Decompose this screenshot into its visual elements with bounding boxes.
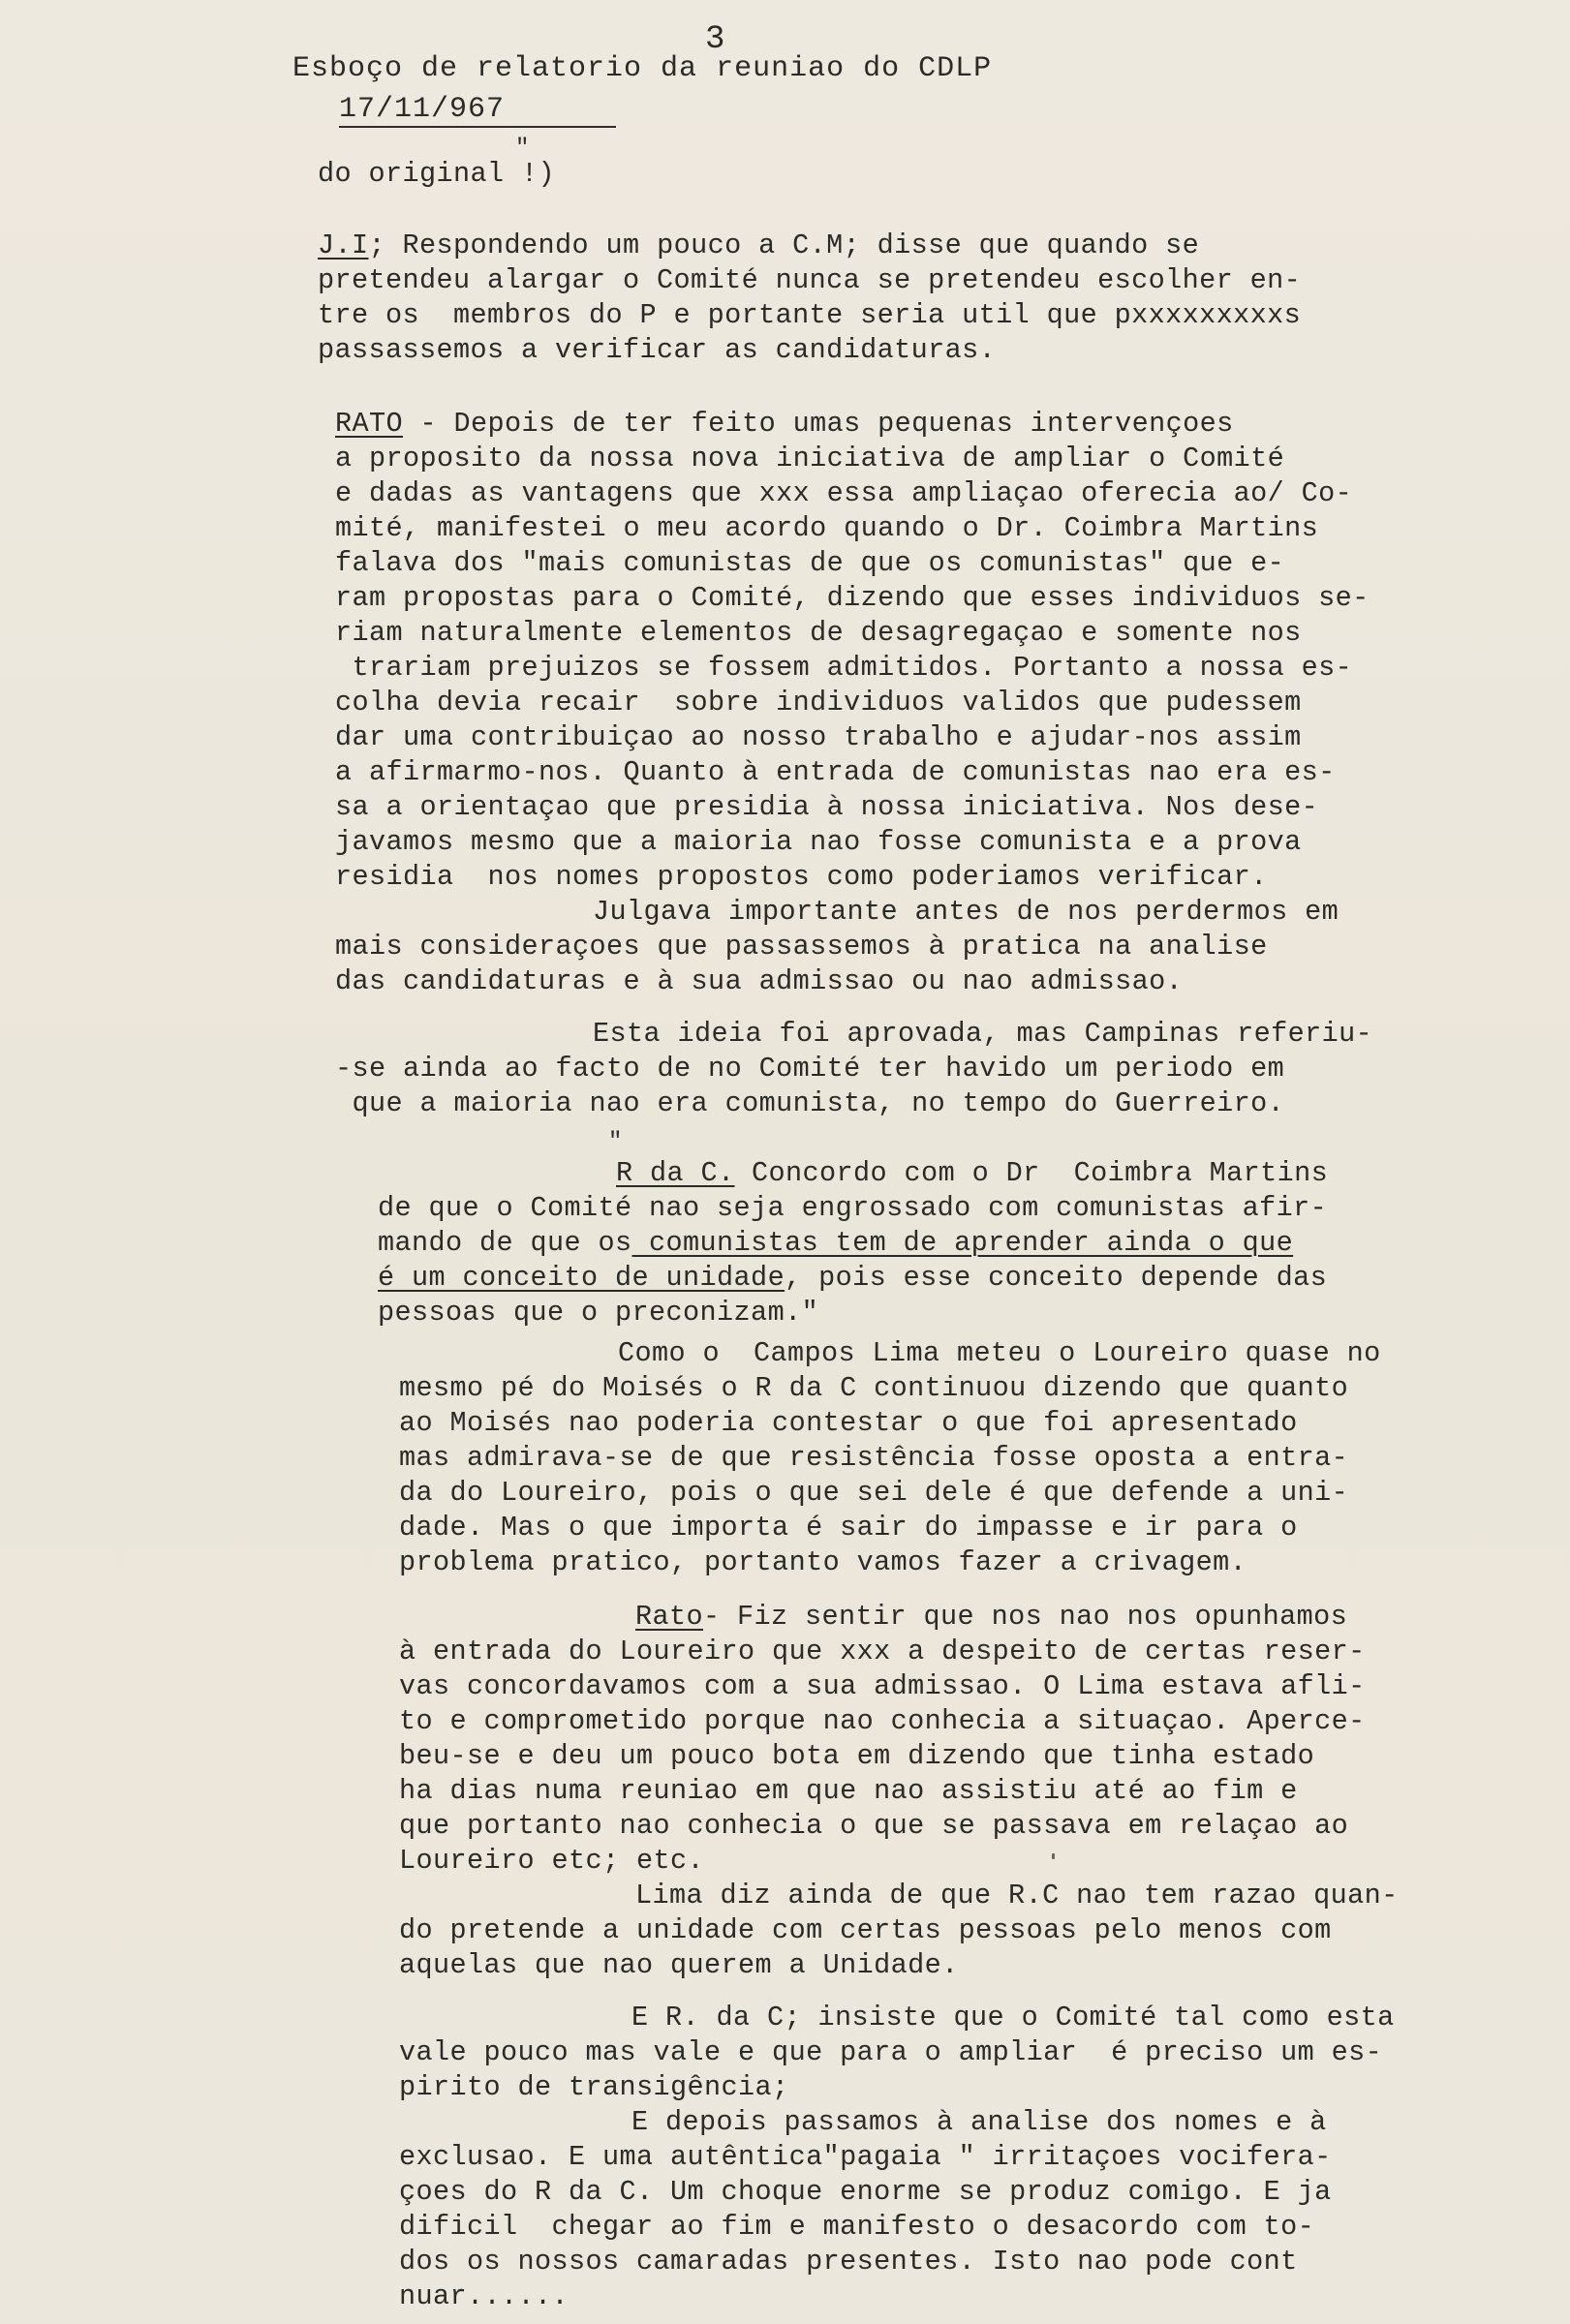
paragraph-approval: Esta ideia foi aprovada, mas Campinas referiu- -se ainda ao facto de no Comité ter havido um periodo em que a maioria nao era comunista, no tempo do Guerreiro. bbox=[335, 1018, 1373, 1119]
document-date: 17/11/967 bbox=[339, 93, 506, 126]
rdac-line-2: de que o Comité nao seja engrossado com comunistas afir- bbox=[378, 1192, 1328, 1224]
speaker-rato: RATO bbox=[335, 408, 404, 440]
speaker-ji: J.I bbox=[318, 229, 369, 261]
paragraph-lima: Lima diz ainda de que R.C nao tem razao quan- do pretende a unidade com certas pessoas pelo menos com aquelas que nao querem a Unidade. bbox=[399, 1880, 1399, 1981]
rato-1-text: - Depois de ter feito umas pequenas intervençoes a proposito da nossa nova iniciativa de ampliar o Comité e dadas as vantagens que xxx essa ampliaçao oferecia ao/ Co- mité, manifestei o meu acordo quando o Dr. Coimbra Martins falava dos "mais comunistas de que os comunistas" que e- ram propostas para o Comité, dizendo que esses individuos se- riam naturalmente elementos de desagregaçao e somente nos trariam prejuizos se fossem admitidos. Portanto a nossa es- colha devia recair sobre individuos validos que pudessem dar uma contribuiçao ao nosso trabalho e ajudar-nos assim a afirmarmo-nos. Quanto à entrada de comunistas nao era es- sa a orientaçao que presidia à nossa iniciativa. Nos dese- javamos mesmo que a maioria nao fosse comunista e a prova residia nos nomes propostos como poderiamos verificar. bbox=[335, 408, 1370, 893]
rdac-line-4-emphasis: é um conceito de unidade bbox=[378, 1262, 785, 1294]
date-underline bbox=[339, 126, 616, 128]
paper-speck bbox=[1052, 1853, 1055, 1859]
paragraph-rdac-followup: Como o Campos Lima meteu o Loureiro quase no mesmo pé do Moisés o R da C continuou dizendo que quanto ao Moisés nao poderia contestar o que foi apresentado mas admirava-se de que resistência fosse oposta a entra- da do Loureiro, pois o que sei dele é que defende a uni- dade. Mas o que importa é sair do impasse e ir para o problema pratico, portanto vamos fazer a crivagem. bbox=[399, 1337, 1381, 1578]
opening-fragment: do original !) bbox=[318, 158, 556, 190]
ji-text: ; Respondendo um pouco a C.M; disse que quando se pretendeu alargar o Comité nunca se pretendeu escolher en- tre os membros do P e portante seria util que pxxxxxxxxxs passassemos a verificar as candidaturas. bbox=[318, 229, 1302, 366]
paragraph-rato-1 bbox=[335, 407, 1370, 895]
rdac-line-1: Concordo com o Dr Coimbra Martins bbox=[734, 1157, 1329, 1189]
paragraph-analysis: E depois passamos à analise dos nomes e à exclusao. E uma autêntica"pagaia " irritaçoes vocifera- çoes do R da C. Um choque enorme se produz comigo. E ja dificil chegar ao fim e manifesto o desacordo com to- dos os nossos camaradas presentes. Isto nao pode cont nuar...... bbox=[399, 2106, 1332, 2312]
rdac-line-3: mando de que os bbox=[378, 1227, 632, 1259]
paragraph-rato-2 bbox=[399, 1600, 1366, 1879]
rdac-line-5: pessoas que o preconizam." bbox=[378, 1297, 819, 1329]
rato-2-text: - Fiz sentir que nos nao nos opunhamos à entrada do Loureiro que xxx a despeito de certas reser- vas concordavamos com a sua admissao. O Lima estava afli- to e comprometido porque nao conhecia a situaçao. Aperce- beu-se e deu um pouco bota em dizendo que tinha estado ha dias numa reuniao em que nao assistiu até ao fim e que portanto nao conhecia o que se passava em relaçao ao Loureiro etc; etc. bbox=[399, 1601, 1366, 1877]
ditto-mark-rdac: " bbox=[608, 1129, 623, 1155]
document-title: Esboço de relatorio da reuniao do CDLP bbox=[292, 52, 993, 85]
paragraph-rato-1-continuation: Julgava importante antes de nos perdermos em mais consideraçoes que passassemos à pratica na analise das candidaturas e à sua admissao ou nao admissao. bbox=[335, 896, 1339, 997]
page-number: 3 bbox=[705, 21, 725, 58]
speaker-rdac: R da C. bbox=[616, 1157, 735, 1189]
paragraph-rc-insists: E R. da C; insiste que o Comité tal como esta vale pouco mas vale e que para o ampliar é preciso um es- pirito de transigência; bbox=[399, 2002, 1395, 2103]
rdac-line-3-emphasis: comunistas tem de aprender ainda o que bbox=[631, 1227, 1294, 1259]
ditto-mark: " bbox=[515, 136, 530, 162]
paragraph-rdac bbox=[378, 1156, 1328, 1330]
speaker-rato-2: Rato bbox=[635, 1601, 704, 1633]
paragraph-ji bbox=[318, 229, 1301, 368]
rdac-line-4: , pois esse conceito depende das bbox=[785, 1262, 1328, 1294]
